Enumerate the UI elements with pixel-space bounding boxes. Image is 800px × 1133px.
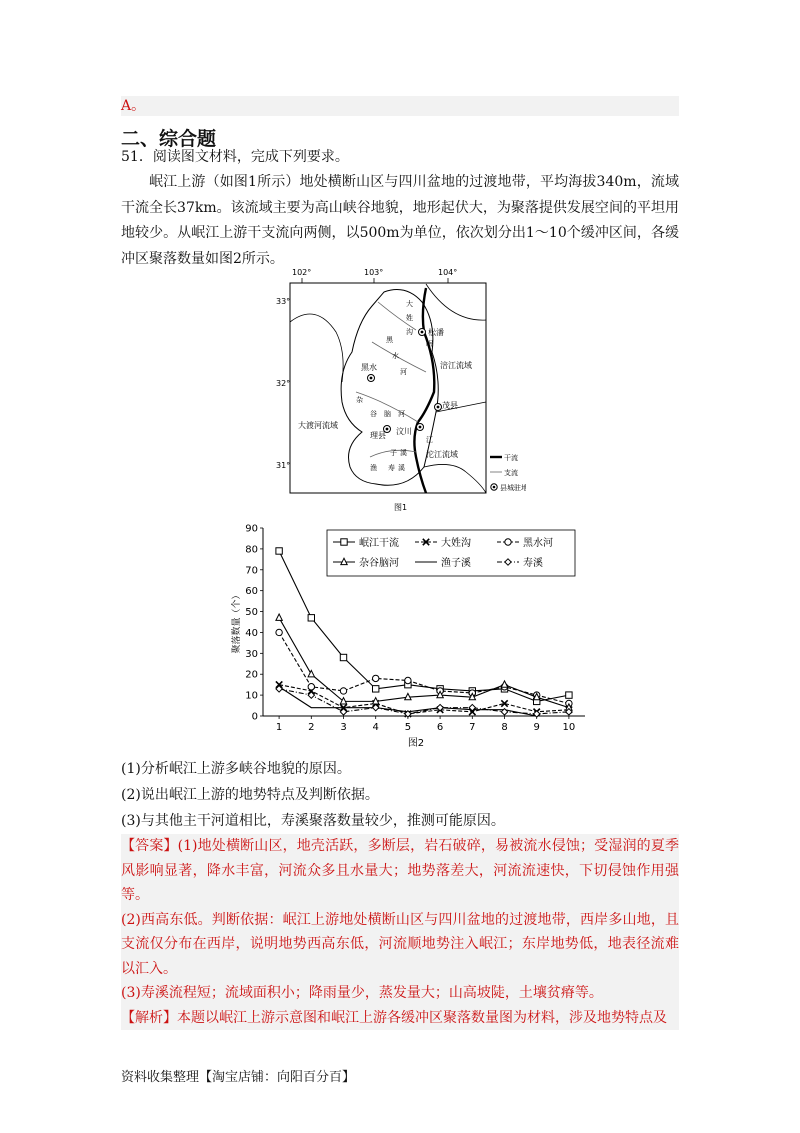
sub-questions [121, 756, 679, 834]
data-point [276, 629, 282, 635]
river-char: 大 [406, 300, 413, 308]
x-tick-label: 8 [501, 722, 508, 733]
river-char: 子 [390, 449, 397, 457]
chart-svg [225, 520, 595, 752]
region-label: 沱江流域 [426, 450, 458, 459]
data-point [308, 684, 314, 690]
x-tick-label: 2 [308, 722, 315, 733]
sub-question-3: (3)与其他主干河道相比，寿溪聚落数量较少，推测可能原因。 [121, 813, 505, 829]
lon-label: 103° [364, 268, 384, 277]
y-tick-label: 10 [245, 690, 258, 702]
river-char: 溪 [398, 464, 405, 472]
river-char: 江 [426, 436, 433, 444]
region-label: 涪江流域 [440, 361, 472, 370]
river-char: 河 [400, 368, 407, 376]
legend-label: 岷江干流 [359, 538, 399, 549]
region-label: 大渡河流域 [298, 421, 338, 430]
legend-label: 杂谷脑河 [359, 558, 399, 569]
answer-part-3: (3)寿溪流程短；流域面积小；降雨量少，蒸发量大；山高坡陡，土壤贫瘠等。 [121, 985, 603, 1001]
x-tick-label: 7 [469, 722, 476, 733]
chart-title: 图2 [407, 738, 425, 749]
place-label: 松潘 [428, 328, 444, 337]
lat-label: 33° [276, 297, 291, 306]
map-svg [276, 262, 526, 514]
x-tick-label: 4 [372, 722, 379, 733]
figure-1-map [276, 262, 526, 514]
river-char: 沟 [406, 328, 413, 336]
data-point [501, 700, 507, 706]
legend-label: 黑水河 [523, 538, 553, 549]
y-tick-label: 30 [245, 648, 258, 660]
footer: 资料收集整理【淘宝店铺：向阳百分百】 [121, 1070, 356, 1085]
river-char: 谷 [370, 410, 377, 418]
figure-2-chart [225, 520, 595, 752]
river-char: 渔 [370, 464, 377, 472]
river-char: 黑 [386, 336, 393, 344]
river-char: 脑 [384, 410, 391, 418]
answer-part-1: 【答案】(1)地处横断山区，地壳活跃，多断层，岩石破碎，易被流水侵蚀；受湿润的夏季风影响显著，降水丰富，河流众多且水量大；地势落差大，河流流速快，下切侵蚀作用强等。 [121, 838, 679, 903]
x-tick-label: 3 [340, 722, 347, 733]
answer-part-2: (2)西高东低。判断依据：岷江上游地处横断山区与四川盆地的过渡地带，西岸多山地，且支流仅分布在西岸，说明地势西高东低，河流顺地势注入岷江；东岸地势低，地表径流难以汇入。 [121, 911, 679, 977]
y-tick-label: 90 [245, 523, 258, 535]
lon-label: 102° [292, 268, 312, 277]
x-tick-label: 9 [533, 722, 540, 733]
lat-label: 31° [276, 461, 291, 470]
data-point [276, 614, 282, 620]
y-tick-label: 70 [245, 565, 258, 577]
lat-label: 32° [276, 379, 291, 388]
x-tick-label: 5 [404, 722, 412, 733]
river-char: 姓 [406, 314, 413, 322]
y-tick-label: 0 [251, 711, 258, 723]
y-axis-label: 聚落数量（个） [232, 590, 242, 654]
lon-label: 104° [438, 268, 458, 277]
x-tick-label: 1 [275, 722, 283, 733]
previous-answer: A。 [121, 96, 679, 116]
section-title: 二、综合题 [121, 128, 217, 150]
data-point [373, 686, 379, 692]
data-point [308, 615, 314, 621]
y-tick-label: 60 [245, 586, 258, 598]
place-label: 茂县 [442, 401, 458, 410]
legend-label: 寿溪 [523, 558, 543, 569]
legend-label: 渔子溪 [441, 558, 471, 569]
data-point [340, 688, 346, 694]
legend-marker [341, 539, 347, 545]
river-char: 杂 [356, 396, 363, 404]
sub-question-2: (2)说出岷江上游的地势特点及判断依据。 [121, 787, 379, 803]
data-point [340, 698, 346, 704]
analysis-start: 【解析】本题以岷江上游示意图和岷江上游各缓冲区聚落数量图为材料，涉及地势特点及 [121, 1009, 667, 1026]
legend-label: 县城驻地 [500, 484, 526, 492]
river-char: 河 [398, 410, 405, 418]
answer-block [121, 834, 679, 1030]
x-tick-label: 6 [436, 722, 444, 733]
legend-label: 干流 [504, 454, 518, 462]
river-char: 岷 [426, 340, 433, 348]
data-point [340, 654, 346, 660]
data-point [373, 675, 379, 681]
river-char: 溪 [400, 449, 407, 457]
legend-label: 支流 [504, 469, 518, 477]
y-tick-label: 80 [245, 544, 258, 556]
sub-question-1: (1)分析岷江上游多峡谷地貌的原因。 [121, 761, 351, 777]
place-label: 理县 [370, 431, 386, 440]
place-label: 黑水 [361, 363, 377, 372]
data-point [405, 677, 411, 683]
y-tick-label: 50 [245, 607, 258, 619]
y-tick-label: 20 [245, 669, 258, 681]
river-char: 寿 [388, 464, 395, 472]
data-point [566, 692, 572, 698]
data-point [276, 548, 282, 554]
legend-marker [505, 539, 511, 545]
question-intro: 51．阅读图文材料，完成下列要求。 [121, 149, 349, 165]
legend-box [327, 530, 575, 576]
x-tick-label: 10 [562, 722, 576, 733]
legend-label: 大姓沟 [441, 538, 471, 549]
question-paragraph: 岷江上游（如图1所示）地处横断山区与四川盆地的过渡地带，平均海拔340m，流域干流全长37km。该流域主要为高山峡谷地貌，地形起伏大，为聚落提供发展空间的平坦用地较少。从岷江上游干支流向两侧，以500m为单位，依次划分出1～10个缓冲区间，各缓冲区聚落数量如图2所示。 [121, 174, 679, 267]
map-caption: 图1 [394, 503, 408, 512]
y-tick-label: 40 [245, 627, 258, 639]
river-char: 水 [392, 352, 399, 360]
place-label: 汶川 [396, 427, 412, 436]
